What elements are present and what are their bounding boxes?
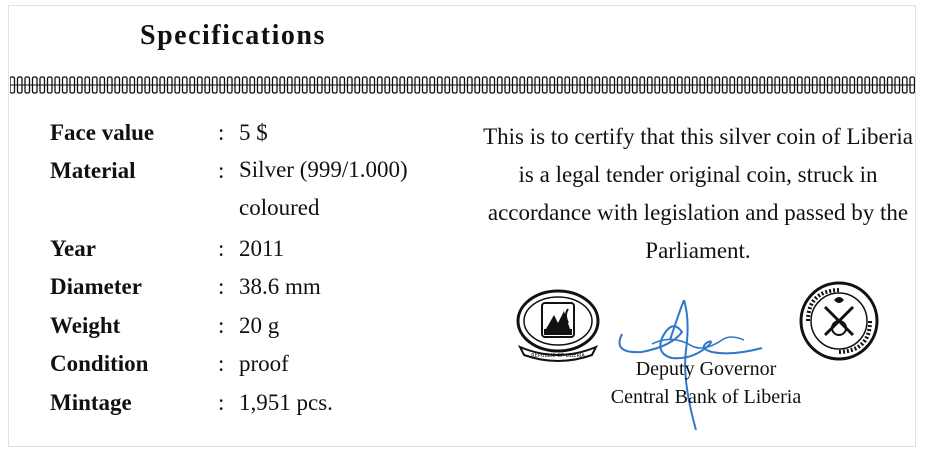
spec-value: 20 g <box>239 313 280 338</box>
spec-label: Mintage <box>50 390 132 415</box>
svg-text:REPUBLIC OF LIBERIA: REPUBLIC OF LIBERIA <box>531 353 585 359</box>
page-title: Specifications <box>140 20 326 51</box>
central-bank-seal-icon <box>798 280 880 362</box>
spec-value: 5 $ <box>239 120 268 145</box>
spec-label: Face value <box>50 120 155 145</box>
signatory-institution: Central Bank of Liberia <box>610 386 802 408</box>
spec-value: 2011 <box>239 236 285 261</box>
spec-label: Material <box>50 158 136 183</box>
spec-colon: : <box>218 158 225 183</box>
spec-value: Silver (999/1.000) coloured <box>239 157 408 220</box>
spec-colon: : <box>218 120 225 145</box>
signatory-title: Deputy Governor <box>635 358 777 380</box>
spec-label: Year <box>50 236 96 261</box>
spec-colon: : <box>218 313 225 338</box>
spec-row-weight <box>50 313 470 351</box>
spec-colon: : <box>218 390 225 415</box>
spec-row-mintage <box>50 390 470 428</box>
spec-row-year <box>50 236 470 274</box>
spec-colon: : <box>218 274 225 299</box>
spec-colon: : <box>218 236 225 261</box>
spec-value: 38.6 mm <box>239 274 321 299</box>
spec-label: Diameter <box>50 274 142 299</box>
certificate-text: This is to certify that this silver coin of Liberia is a legal tender original coin, struck in accordance with legislation and passed by the Parliament. <box>483 124 913 263</box>
coat-of-arms-seal-icon <box>512 285 604 365</box>
spec-label: Weight <box>50 313 121 338</box>
spec-row-diameter <box>50 274 470 312</box>
spec-value: proof <box>239 351 289 376</box>
spec-row-condition <box>50 351 470 389</box>
spec-label: Condition <box>50 351 149 376</box>
spec-row-material <box>50 158 470 234</box>
spec-colon: : <box>218 351 225 376</box>
spiral-binding <box>10 75 915 97</box>
spec-value: 1,951 pcs. <box>239 390 333 415</box>
